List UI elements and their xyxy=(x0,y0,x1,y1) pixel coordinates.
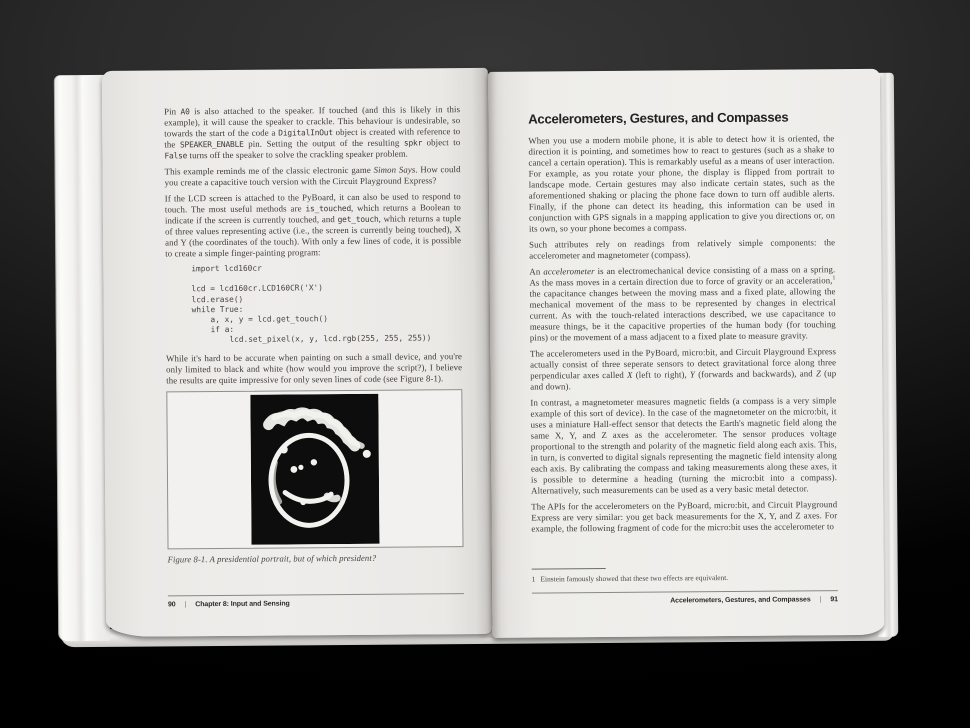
left-page-body xyxy=(164,104,464,564)
section-title-running-foot: Accelerometers, Gestures, and Compasses xyxy=(670,596,811,605)
paragraph: When you use a modern mobile phone, it is able to detect how it is oriented, the direction it is pointing, and sometimes how to react to gestures (such as a shake to cancel a certain operation). This is remarkably useful as a means of user interaction. For example, as you rotate your phone, the display is flipped from portrait to landscape mode. Certain gestures may also indicate certain states, such as the aforementioned shaking or placing the phone face down to turn off audible alerts. Finally, if the phone can detect its heading, this information can be used in conjunction with GPS signals in a mapping application to give you directions or, on its own, so your phone becomes a compass. xyxy=(528,133,835,234)
left-page-footer xyxy=(168,593,464,608)
code-line: if a: xyxy=(191,325,235,335)
left-paragraphs-top xyxy=(164,104,461,259)
paragraph: If the LCD screen is attached to the PyBoard, it can also be used to respond to touch. The most useful methods are is_touched, which returns a Boolean to indicate if the screen is currently touched, and get_touch, which returns a tuple of three values representing active (i.e., the screen is currently being touched), X and Y (the coordinates of the touch). With only a few lines of code, it is possible to create a simple finger-painting program: xyxy=(164,191,462,259)
footnote xyxy=(532,566,838,583)
right-paragraphs xyxy=(528,133,837,534)
code-line: lcd.set_pixel(x, y, lcd.rgb(255, 255, 255)) xyxy=(191,333,432,345)
right-page-body xyxy=(528,109,837,539)
footer-separator: | xyxy=(819,596,822,604)
footnote-rule xyxy=(532,568,606,570)
page-right xyxy=(488,69,884,638)
footnote-text: Einstein famously showed that these two effects are equivalent. xyxy=(540,573,729,584)
paragraph: The accelerometers used in the PyBoard, micro:bit, and Circuit Playground Express actually consist of three seperate sensors to detect gravitational force along three perpendicular axes called X (left to right), Y (forwards and backwards), and Z (up and down). xyxy=(529,346,837,392)
figure-8-1-frame xyxy=(166,389,463,549)
footer-rule xyxy=(168,593,464,596)
paragraph: Pin A0 is also attached to the speaker. If touched (and this is likely in this example), it will cause the speaker to crackle. This behaviour is undesirable, so towards the start of the code a DigitalInOut object is created with reference to the SPEAKER_ENABLE pin. Setting the output of the resulting spkr object to False turns off the speaker to solve the crackling speaker problem. xyxy=(164,104,461,161)
figure-image-lcd-face xyxy=(250,393,379,544)
paragraph: Such attributes rely on readings from relatively simple components: the accelerometer and magnetometer (compass). xyxy=(529,237,836,261)
code-line: lcd.erase() xyxy=(191,294,244,304)
code-line: a, x, y = lcd.get_touch() xyxy=(191,314,328,325)
page-number: 91 xyxy=(830,596,838,604)
paragraph: The APIs for the accelerometers on the PyBoard, micro:bit, and Circuit Playground Express are very similar: you get back measurements for the X, Y, and Z axes. For example, the following fragment of code for the micro:bit uses the accelerometer to xyxy=(531,499,838,534)
page-left xyxy=(102,68,492,637)
page-number: 90 xyxy=(167,601,176,609)
section-heading: Accelerometers, Gestures, and Compasses xyxy=(528,109,789,127)
footnote-marker: 1 xyxy=(531,574,536,584)
open-book xyxy=(54,57,899,648)
code-line: import lcd160cr xyxy=(191,263,262,274)
footer-rule xyxy=(532,590,838,593)
paragraph: In contrast, a magnetometer measures magnetic fields (a compass is a very simple example of this sort of device). In the case of the magnetometer on the micro:bit, it uses a miniature Hall-effect sensor that detects the Earth's magnetic field along the same X, Y, and Z axes as the accelerometer. The sensor produces voltage proportional to the strength and polarity of the magnetic field along each axis. This, in turn, is converted to digital signals representing the magnetic field intensity along each axis. By calibrating the compass and taking measurements along these axes, it is possible to determine a heading (turning the micro:bit into a compass). Alternatively, such measurements can be used as a very basic metal detector. xyxy=(530,395,838,496)
left-paragraphs-bottom xyxy=(166,351,462,386)
code-line: lcd = lcd160cr.LCD160CR('X') xyxy=(191,283,323,294)
paragraph: An accelerometer is an electromechanical device consisting of a mass on a spring. As the mass moves in a certain direction due to force of gravity or an acceleration,$^1$ the capacitance changes between the moving mass and a fixed plate, allowing the mechanical movement of the mass to be represented by changes in electrical current. As with the touch-related interactions described, we use capacitance to measure things, be it the capacitive properties of the human body (for touching pins) or the movement of a mass adjacent to a fixed plate to measure gravity. xyxy=(529,264,836,343)
paragraph: While it's hard to be accurate when painting on such a small device, and you're only limited to black and white (how would you improve the script?), I believe the results are quite impressive for only seven lines of code (see Figure 8-1). xyxy=(165,350,463,386)
code-line: while True: xyxy=(191,304,244,315)
figure-caption: Figure 8-1. A presidential portrait, but of which president? xyxy=(167,552,377,565)
footer-separator: | xyxy=(184,601,187,609)
right-page-footer xyxy=(532,590,838,605)
code-block xyxy=(191,262,462,346)
chapter-title: Chapter 8: Input and Sensing xyxy=(195,600,290,609)
paragraph: This example reminds me of the classic electronic game Simon Says. How could you create a capacitive touch version with the Circuit Playground Express? xyxy=(164,164,461,188)
